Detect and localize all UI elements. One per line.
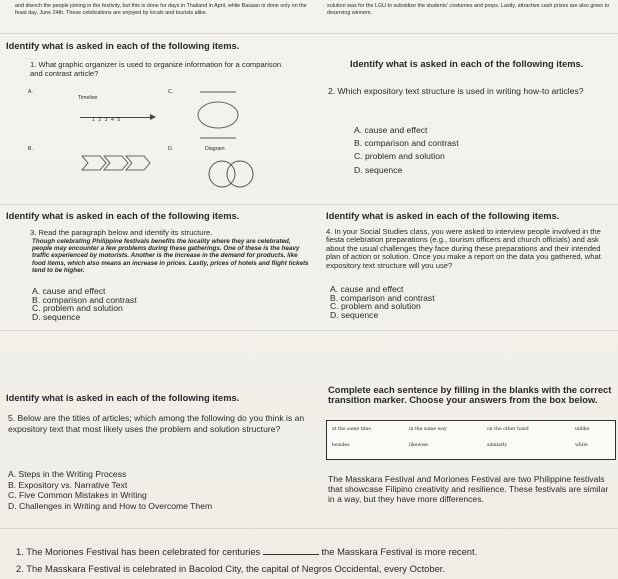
top-left-paragraph: and drench the people joining in the festivity, but this is done for days in Thailand in April, while Basaan is done only on the feast day, June 24th. These celebrations are enjoyed by locals and tourists alike. [15,3,307,17]
q3-option-d[interactable]: D. sequence [32,311,81,322]
top-right-paragraph: solution was for the LGU to subsidize the students' costumes and props. Lastly, attractive cash prizes are also given to deserving winners. [327,3,610,17]
word-box [326,420,616,460]
q4-option-c[interactable]: C. problem and solution [330,301,421,312]
word-choice: likewise [409,443,428,448]
question-1: 1. What graphic organizer is used to organize information for a comparison and contrast article? [30,60,282,78]
word-choice: unlike [575,427,590,432]
section3-right-heading: Complete each sentence by filling in the blanks with the correct transition marker. Choose your answers from the box below. [328,384,612,405]
section1-right-heading: Identify what is asked in each of the following items. [350,58,584,69]
option-b-label: B. [28,146,33,152]
venn-diagram-icon [200,158,270,190]
q4-option-b[interactable]: B. comparison and contrast [330,292,435,303]
question-3-options [32,287,302,321]
sentence-1-part2: the Masskara Festival is more recent. [321,546,478,557]
festival-passage: The Masskara Festival and Moriones Festival are two Philippine festivals that showcase Filipino creativity and resilience. These festivals are similar in a way, but they have more differences. [328,474,609,504]
option-a-label: A. [28,89,33,95]
flow-arrows-icon [80,148,190,178]
q5-option-a[interactable]: A. Steps in the Writing Process [8,469,127,479]
question-2-options [354,124,604,177]
section2-left-heading: Identify what is asked in each of the following items. [6,210,240,221]
question-3: 3. Read the paragraph below and identify its structure. [30,228,213,237]
word-choice: besides [332,443,350,448]
word-choice: in the same way [409,427,447,432]
question-4: 4. In your Social Studies class, you were asked to interview people involved in the fiesta celebration preparations (e.g., tourism officers and church officials) and ask about the usual challenges they face during these preparations and their intended plan of action or solution. Once you make a report on the data you gathered, what expository text structure will you use? [326,227,601,270]
q3-option-a[interactable]: A. cause and effect [32,286,106,296]
q4-option-a[interactable]: A. cause and effect [330,284,404,294]
q2-option-c[interactable]: C. problem and solution [354,151,445,162]
q5-option-d[interactable]: D. Challenges in Writing and How to Overcome Them [8,500,213,511]
q5-option-b[interactable]: B. Expository vs. Narrative Text [8,479,128,490]
section3-left-heading: Identify what is asked in each of the following items. [6,392,240,403]
question-5-options [8,469,328,511]
word-choice: at the same time [332,427,372,432]
q2-option-d[interactable]: D. sequence [354,164,403,175]
cycle-diagram-icon [180,88,260,148]
divider [0,330,618,331]
q3-option-b[interactable]: B. comparison and contrast [32,294,137,305]
q2-option-a[interactable]: A. cause and effect [354,125,428,135]
q2-option-b[interactable]: B. comparison and contrast [354,138,459,149]
question-2: 2. Which expository text structure is used in writing how-to articles? [328,86,584,96]
q3-option-c[interactable]: C. problem and solution [32,303,123,314]
option-c-label: C. [168,89,174,95]
word-choice: while [575,443,588,448]
question-4-options [330,285,600,319]
word-choice: on the other hand [487,427,529,432]
divider [0,528,618,529]
question-5: 5. Below are the titles of articles; which among the following do you think is an expository text that most likely uses the problem and solution structure? [8,413,305,435]
divider [0,33,618,34]
divider [0,204,618,205]
sentence-1-part1: 1. The Moriones Festival has been celebrated for centuries [16,546,261,557]
sentence-1 [16,546,616,557]
section2-right-heading: Identify what is asked in each of the following items. [326,210,560,221]
sentence-2: 2. The Masskara Festival is celebrated in Bacolod City, the capital of Negros Occidental, every October. [16,563,446,574]
diagram-label: Diagram [205,146,225,152]
timeline-arrow-icon [150,114,156,120]
section1-left-heading: Identify what is asked in each of the following items. [6,40,240,51]
q5-option-c[interactable]: C. Five Common Mistakes in Writing [8,490,147,501]
timeline-label: Timeline [78,95,98,101]
question-3-paragraph: Though celebrating Philippine festivals benefits the locality where they are celebrated, people may encounter a few problems during these gatherings. One of these is the heavy traffic experienced by motorists. Another is the increase in the demand for products, like food items, which also means an increase in prices. Lastly, prices of hotels and flight tickets tend to be higher. [32,238,309,274]
sentence-1-blank[interactable] [263,546,319,555]
q4-option-d[interactable]: D. sequence [330,309,379,320]
timeline-numbers: 1 2 3 4 5 [92,117,122,123]
word-choice: similarly [487,443,508,448]
option-d-label: D. [168,146,174,152]
